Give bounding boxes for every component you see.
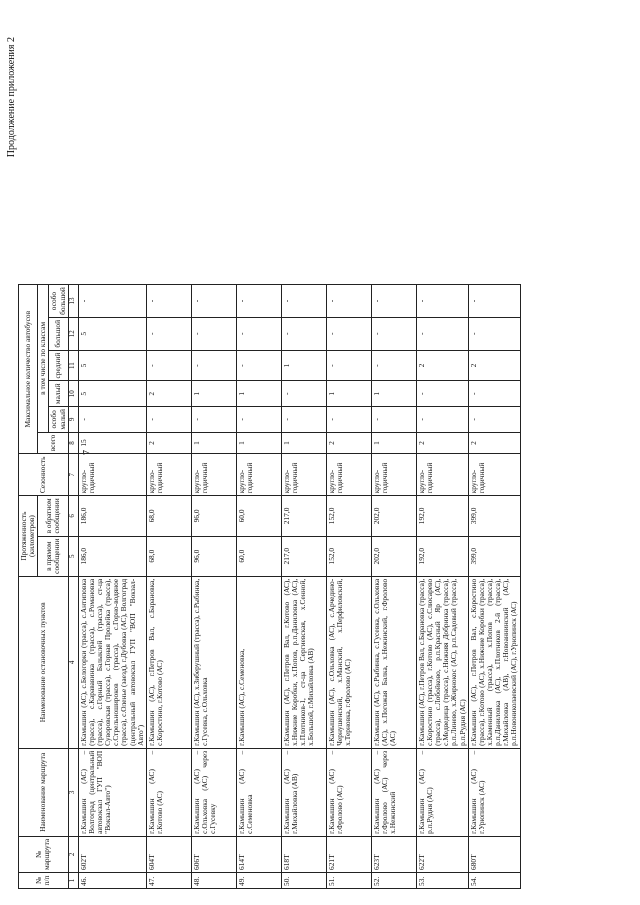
cell-small: 5 [78, 381, 146, 407]
cell-extra-large: - [371, 285, 416, 318]
cell-large: - [416, 317, 468, 350]
cell-route-name: г.Камышин (АС) – г.Урюпинск (АС) [468, 748, 520, 836]
column-number: 12 [68, 317, 78, 350]
table-row [146, 285, 191, 889]
cell-num: 53. [416, 873, 468, 889]
column-number: 4 [68, 576, 78, 748]
cell-forward: 186,0 [78, 536, 146, 576]
cell-num: 50. [281, 873, 326, 889]
cell-stops: г.Камышин (АС), г.Петров Вал, с.Барановка, с.Коростино, г.Котово (АС) [146, 576, 191, 748]
cell-forward: 202,0 [371, 536, 416, 576]
cell-forward: 152,0 [326, 536, 371, 576]
cell-num: 47. [146, 873, 191, 889]
cell-num: 48. [191, 873, 236, 889]
cell-season: кругло-годичный [371, 454, 416, 496]
cell-medium: 2 [468, 350, 520, 381]
table-row [326, 285, 371, 889]
table-row [416, 285, 468, 889]
header-by-class: в том числе по классам [38, 285, 49, 432]
column-number: 1 [68, 873, 78, 889]
cell-extra-small: - [78, 407, 146, 433]
cell-total: 1 [191, 432, 236, 454]
table-row [78, 285, 146, 889]
cell-forward: 60,0 [236, 536, 281, 576]
cell-route-name: г.Камышин (АС) – с.Ольховка (АС) через с.Гусевку [191, 748, 236, 836]
cell-small: 2 [146, 381, 191, 407]
cell-large: - [326, 317, 371, 350]
cell-route-name: г.Камышин (АС) – р.п.Рудня (АС) [416, 748, 468, 836]
column-number: 2 [68, 836, 78, 872]
cell-total: 2 [416, 432, 468, 454]
cell-large: 5 [78, 317, 146, 350]
cell-season: кругло-годичный [416, 454, 468, 496]
column-number: 9 [68, 407, 78, 433]
cell-forward: 96,0 [191, 536, 236, 576]
cell-num: 49. [236, 873, 281, 889]
column-number: 5 [68, 536, 78, 576]
header-num: № п/п [19, 873, 69, 889]
cell-medium: - [191, 350, 236, 381]
cell-small: 1 [326, 381, 371, 407]
cell-extra-small: - [468, 407, 520, 433]
cell-season: кругло-годичный [236, 454, 281, 496]
cell-medium: 1 [281, 350, 326, 381]
column-number-row [68, 285, 78, 889]
cell-large: - [281, 317, 326, 350]
cell-season: кругло-годичный [326, 454, 371, 496]
table-row [281, 285, 326, 889]
page-number: 7 [82, 450, 93, 455]
cell-total: 1 [236, 432, 281, 454]
cell-num: 46. [78, 873, 146, 889]
cell-forward: 68,0 [146, 536, 191, 576]
cell-route-code: 618Т [281, 836, 326, 872]
cell-reverse: 202,0 [371, 496, 416, 536]
cell-small: - [281, 381, 326, 407]
table-body [78, 285, 520, 889]
cell-extra-small: - [416, 407, 468, 433]
table-row [468, 285, 520, 889]
cell-route-code: 604Т [146, 836, 191, 872]
cell-extra-large: - [326, 285, 371, 318]
header-route-no: № маршрута [19, 836, 69, 872]
column-number: 6 [68, 496, 78, 536]
cell-extra-large: - [236, 285, 281, 318]
cell-extra-large: - [416, 285, 468, 318]
continuation-label: Продолжение приложения 2 [6, 37, 17, 158]
cell-large: - [468, 317, 520, 350]
cell-route-name: г.Камышин (АС) – г.Котово (АС) [146, 748, 191, 836]
header-reverse: в обратном сообщении [38, 496, 68, 536]
cell-route-code: 680Т [468, 836, 520, 872]
cell-stops: г.Камышин (АС), с.Белогорки (трасса), с.Антиповка (трасса), с.Карававинка (трасса), с.Романовка (трасса), с.Горный Балыклей (трасса), ст-ца Суворовская (трасса), с.Горная Пролейка (трасса), с.Стрельношироков (трасса), с.Горно-водяное (трасса), с.Оленье (заезд), г.Дубовка (АС), Волгоград (центральный автовокзал ГУП "ВОП "Вокзал-Авто") [78, 576, 146, 748]
cell-reverse: 186,0 [78, 496, 146, 536]
header-extra-small: особо малый [49, 407, 68, 433]
cell-extra-small: - [236, 407, 281, 433]
cell-large: - [236, 317, 281, 350]
column-number: 13 [68, 285, 78, 318]
cell-total: 2 [468, 432, 520, 454]
cell-route-name: г.Камышин (АС) – с.Семеновка [236, 748, 281, 836]
cell-total: 15 [78, 432, 146, 454]
cell-extra-small: - [281, 407, 326, 433]
cell-stops: г.Камышин (АС), х.Зиберушный (трасса), с.Рыбинка, с.Гусевка, с.Ольховка [191, 576, 236, 748]
cell-extra-large: - [78, 285, 146, 318]
cell-reverse: 60,0 [236, 496, 281, 536]
table-row [371, 285, 416, 889]
cell-reverse: 399,0 [468, 496, 520, 536]
cell-reverse: 96,0 [191, 496, 236, 536]
cell-season: кругло-годичный [281, 454, 326, 496]
header-small: малый [49, 381, 68, 407]
cell-route-code: 621Т [326, 836, 371, 872]
cell-route-code: 622Т [416, 836, 468, 872]
cell-extra-small: - [146, 407, 191, 433]
header-total: всего [38, 432, 68, 454]
cell-route-code: 623Т [371, 836, 416, 872]
cell-medium: 5 [78, 350, 146, 381]
cell-route-name: г.Камышин (АС) – г.Фролово (АС) через х.Нежинский [371, 748, 416, 836]
cell-small: - [468, 381, 520, 407]
cell-route-code: 606Т [191, 836, 236, 872]
cell-extra-small: - [371, 407, 416, 433]
cell-small: - [416, 381, 468, 407]
header-extra-large: особо большой [49, 285, 68, 318]
cell-extra-large: - [146, 285, 191, 318]
cell-reverse: 152,0 [326, 496, 371, 536]
cell-forward: 399,0 [468, 536, 520, 576]
column-number: 10 [68, 381, 78, 407]
cell-season: кругло-годичный [468, 454, 520, 496]
header-length: Протяженность (километров) [19, 496, 38, 577]
cell-large: - [146, 317, 191, 350]
cell-route-code: 614Т [236, 836, 281, 872]
cell-stops: г.Камышин (АС), г.Петров Вал, с.Барановка (трасса), с.Коростино (трасса), г.Котово (АС), с.Слюсарево (трасса), с.Лобойково, р.п.Красный Яр (АС), с.Медведица (трасса), с.Нижняя Добринка (трасса), р.п.Линево, х.Жирнокос (АС), р.п.Садовый (трасса), р.п.Рудня (АС) [416, 576, 468, 748]
cell-reverse: 68,0 [146, 496, 191, 536]
cell-stops: г.Камышин (АС), г.Петров Вал, г.Котово (АС), х.Нижние Коробки, х.Попов, р.п.Даниловка (АС), х.Плотников-1, ст-ца Сергиевская, х.Сенной, х.Большой, г.Михайловка (АВ) [281, 576, 326, 748]
column-number: 11 [68, 350, 78, 381]
cell-season: кругло-годичный [146, 454, 191, 496]
cell-extra-large: - [191, 285, 236, 318]
cell-num: 51. [326, 873, 371, 889]
cell-extra-small: - [191, 407, 236, 433]
cell-extra-small: - [326, 407, 371, 433]
header-stops: Наименование остановочных пунктов [19, 576, 69, 748]
cell-route-code: 602Т [78, 836, 146, 872]
cell-route-name: г.Камышин (АС) – г.Михайловка (АВ) [281, 748, 326, 836]
cell-extra-large: - [281, 285, 326, 318]
header-max-buses: Максимальное количество автобусов [19, 285, 38, 454]
cell-forward: 217,0 [281, 536, 326, 576]
column-number: 3 [68, 748, 78, 836]
cell-reverse: 192,0 [416, 496, 468, 536]
cell-extra-large: - [468, 285, 520, 318]
cell-num: 52. [371, 873, 416, 889]
column-number: 8 [68, 432, 78, 454]
cell-small: 1 [236, 381, 281, 407]
cell-stops: г.Камышин (АС), с.Рыбинка, с.Гусевка, с.Ольховка (АС), х.Погожая Балка, х.Нежинский, г.Фролово (АС) [371, 576, 416, 748]
table-row [191, 285, 236, 889]
cell-medium: - [326, 350, 371, 381]
cell-small: 1 [191, 381, 236, 407]
cell-medium: 2 [416, 350, 468, 381]
cell-medium: - [146, 350, 191, 381]
cell-total: 1 [281, 432, 326, 454]
cell-num: 54. [468, 873, 520, 889]
header-medium: средний [49, 350, 68, 381]
cell-forward: 192,0 [416, 536, 468, 576]
cell-medium: - [371, 350, 416, 381]
cell-season: кругло-годичный [191, 454, 236, 496]
header-forward: в прямом сообщении [38, 536, 68, 576]
cell-small: 1 [371, 381, 416, 407]
table-row [236, 285, 281, 889]
cell-total: 2 [146, 432, 191, 454]
cell-stops: г.Камышин (АС), г.Петров Вал, с.Коростино (трасса), г.Котово (АС), х.Нижние Коробки (трасса), х.Каменный (трасса), х.Попов (трасса), р.п.Даниловка (АС), х.Плотников 2-й (трасса), г.Михайловка (АВ), г.Новоаннинский (АС), р.п.Новониколаевский (АС), г.Урюпинск (АС) [468, 576, 520, 748]
cell-season: кругло-годичный [78, 454, 146, 496]
column-number: 7 [68, 454, 78, 496]
cell-medium: - [236, 350, 281, 381]
cell-reverse: 217,0 [281, 496, 326, 536]
routes-table [18, 284, 521, 889]
cell-large: - [191, 317, 236, 350]
header-route-name: Наименование маршрута [19, 748, 69, 836]
cell-large: - [371, 317, 416, 350]
header-season: Сезонность [19, 454, 69, 496]
cell-stops: г.Камышин (АС), с.Семеновка, [236, 576, 281, 748]
cell-route-name: г.Камышин (АС) – Волгоград (центральный автовокзал ГУП "ВОП "Вокзал-Авто") [78, 748, 146, 836]
cell-total: 1 [371, 432, 416, 454]
cell-stops: г.Камышин (АС), с.Ольховка (АС), с.Арчедино-Чернушенский, х.Манский, х.Перфиловский, х.Терновка, г.Фролово (АС) [326, 576, 371, 748]
cell-total: 2 [326, 432, 371, 454]
table-header [19, 285, 79, 889]
header-large: большой [49, 317, 68, 350]
cell-route-name: г.Камышин (АС) – г.Фролово (АС) [326, 748, 371, 836]
